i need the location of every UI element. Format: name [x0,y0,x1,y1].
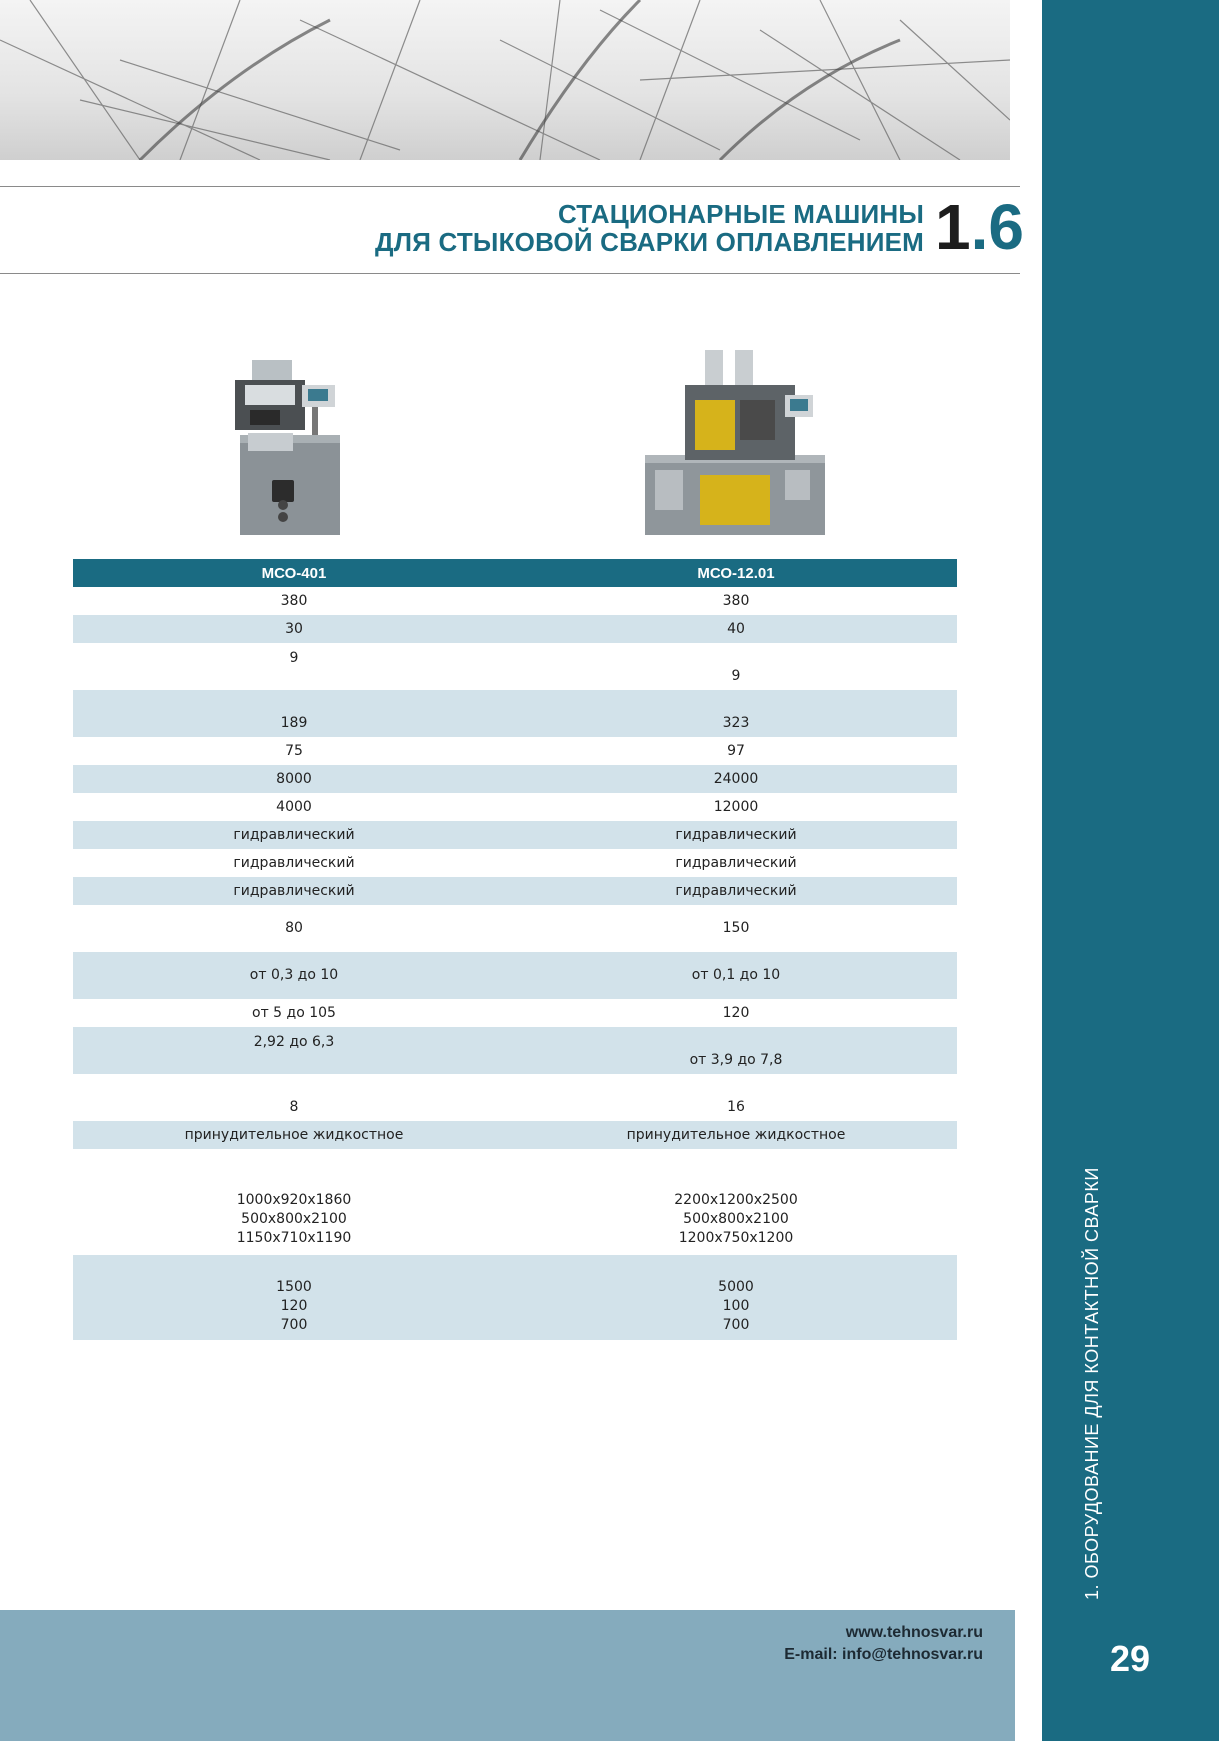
table-cell: 8 [289,1099,299,1115]
table-cell: гидравлический [233,854,355,871]
table-row [73,587,957,615]
section-title-line1: СТАЦИОНАРНЫЕ МАШИНЫ [557,199,924,229]
table-cell: 75 [285,742,303,759]
table-row [73,1121,957,1149]
table-cell: принудительное жидкостное [626,1126,846,1143]
page-footer [0,1610,1015,1741]
table-cell: от 5 до 105 [252,1004,336,1021]
machine-mso-12-01-image [645,345,835,540]
table-cell: 380 [722,592,750,609]
title-rule [0,273,1020,274]
mass-value: 120 [280,1298,308,1314]
table-cell: 9 [731,668,741,684]
mass-value: 5000 [718,1279,754,1295]
mass-value: 700 [280,1317,308,1333]
table-cell: от 3,9 до 7,8 [689,1052,783,1068]
table-row [73,643,957,690]
table-cell: гидравлический [233,882,355,899]
section-number [935,192,1024,262]
dims-value: 500х800х2100 [241,1211,347,1227]
dims-value: 1200х750х1200 [678,1230,794,1246]
header-model-mso-401: МСО-401 [261,564,327,582]
table-cell: 189 [280,715,308,731]
table-row [73,952,957,999]
section-title-line2: ДЛЯ СТЫКОВОЙ СВАРКИ ОПЛАВЛЕНИЕМ [375,227,924,257]
table-header [73,559,957,587]
table-row [73,877,957,905]
dims-cell-right [515,1191,957,1255]
mass-value: 100 [722,1298,750,1314]
table-cell: 97 [727,742,745,759]
table-cell: 2,92 до 6,3 [253,1034,335,1050]
dims-cell-left [73,1191,515,1255]
section-number-int: 1 [935,191,971,263]
table-row [73,793,957,821]
table-cell: 4000 [276,798,312,815]
table-cell: гидравлический [675,826,797,843]
table-cell: 120 [722,1004,750,1021]
dims-value: 1150х710х1190 [236,1230,352,1246]
chapter-sidebar [1042,0,1219,1741]
machine-mso-401-image [230,355,350,540]
table-row [73,821,957,849]
header-banner [0,0,1010,160]
section-number-dot: .6 [970,191,1024,263]
mass-cell-right [515,1278,957,1340]
mass-cell-left [73,1278,515,1340]
table-cell: гидравлический [675,882,797,899]
spec-table [73,559,957,1340]
footer-contacts [784,1622,983,1666]
dims-value: 1000х920х1860 [236,1192,352,1208]
section-title [375,200,924,256]
table-cell: 12000 [713,798,759,815]
table-row [73,737,957,765]
table-cell: 40 [727,620,745,637]
table-cell: 323 [722,715,750,731]
table-cell: гидравлический [233,826,355,843]
website-link[interactable]: www.tehnosvar.ru [845,1624,983,1641]
mass-value: 1500 [276,1279,312,1295]
table-row-dimensions [73,1149,957,1255]
table-cell: 80 [285,920,303,936]
chapter-label: 1. ОБОРУДОВАНИЕ ДЛЯ КОНТАКТНОЙ СВАРКИ [1082,1167,1102,1600]
top-rule [0,186,1020,187]
table-cell: гидравлический [675,854,797,871]
table-cell: 150 [722,920,750,936]
table-cell: принудительное жидкостное [184,1126,404,1143]
table-row [73,615,957,643]
table-cell: 24000 [713,770,759,787]
table-cell: от 0,3 до 10 [249,967,339,983]
table-cell: 8000 [276,770,312,787]
wire-sparks-graphic [0,0,1010,160]
table-cell: 16 [727,1099,745,1115]
table-row [73,849,957,877]
table-row [73,905,957,952]
page-number: 29 [1109,1638,1151,1679]
table-row-mass [73,1255,957,1340]
mass-value: 700 [722,1317,750,1333]
table-cell: 9 [289,650,299,666]
table-row [73,999,957,1027]
table-cell: 30 [285,620,303,637]
table-cell: от 0,1 до 10 [691,967,781,983]
table-row [73,765,957,793]
table-row [73,690,957,737]
table-row [73,1074,957,1121]
dims-value: 500х800х2100 [683,1211,789,1227]
email-link[interactable]: E-mail: info@tehnosvar.ru [784,1646,983,1663]
header-model-mso-12-01: МСО-12.01 [697,564,775,582]
table-row [73,1027,957,1074]
table-cell: 380 [280,592,308,609]
dims-value: 2200х1200х2500 [674,1192,798,1208]
